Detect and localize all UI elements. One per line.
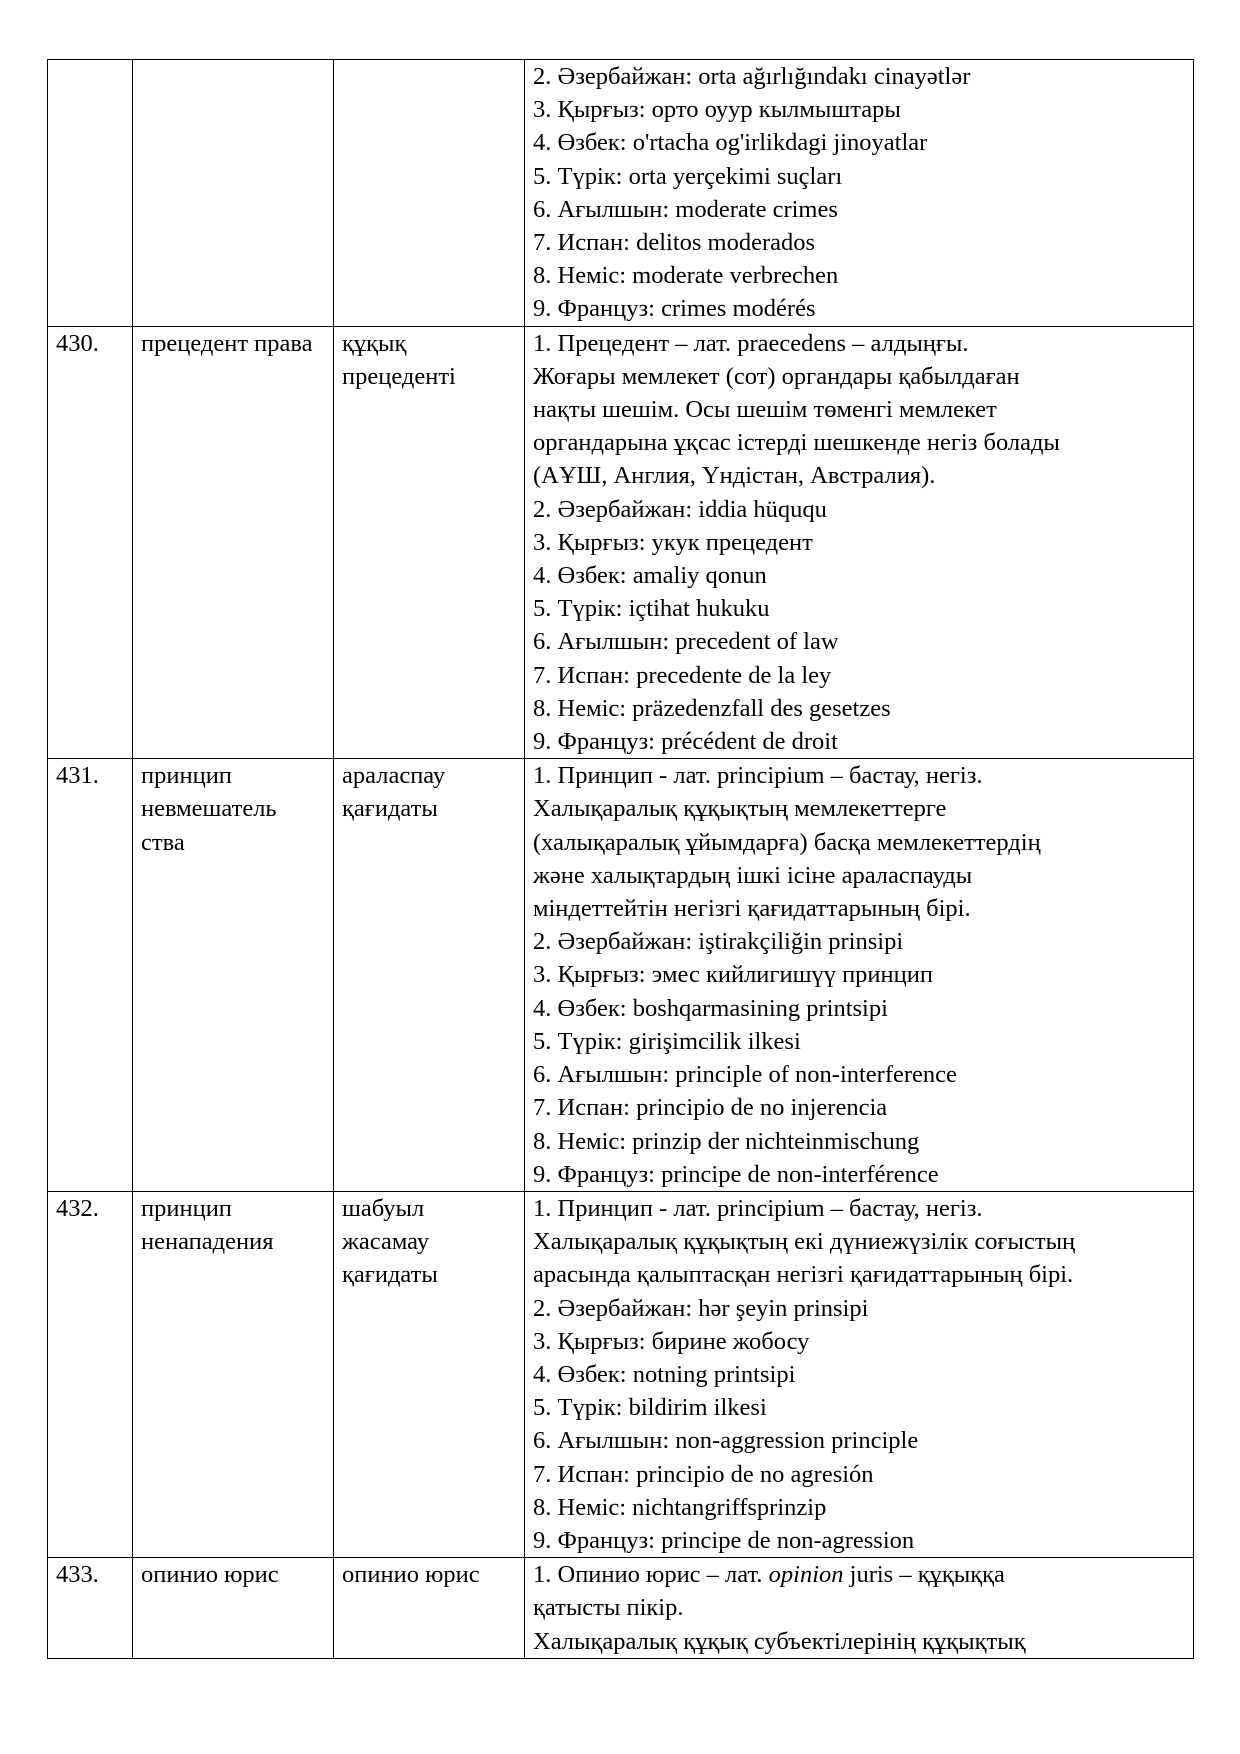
description-line: (халықаралық ұйымдарға) басқа мемлекеттердің — [533, 828, 1041, 856]
term-russian-text: прецедент права — [141, 329, 313, 357]
description-line: 8. Неміс: prinzip der nichteinmischung — [533, 1127, 920, 1155]
description-line: 4. Өзбек: boshqarmasining printsipi — [533, 994, 888, 1022]
term-description — [525, 1191, 1194, 1557]
description-line: 4. Өзбек: o'rtacha og'irlikdagi jinoyatlar — [533, 129, 928, 157]
description-line: 7. Испан: principio de no agresión — [533, 1460, 874, 1488]
description-line: Жоғары мемлекет (сот) органдары қабылдаған — [533, 362, 1020, 390]
description-line: 7. Испан: delitos moderados — [533, 229, 816, 257]
term-description — [525, 1558, 1194, 1659]
term-kazakh — [334, 759, 525, 1192]
description-line: 2. Әзербайжан: iştirakçiliğin prinsipi — [533, 928, 904, 956]
term-russian-text: принцип невмешатель ства — [141, 762, 277, 856]
term-description — [525, 326, 1194, 759]
description-line: 2. Әзербайжан: iddia hüququ — [533, 495, 827, 523]
entry-number-text: 432. — [56, 1194, 99, 1222]
description-line: 6. Ағылшын: principle of non-interference — [533, 1061, 957, 1089]
term-russian — [133, 326, 334, 759]
glossary-body — [48, 60, 1194, 1659]
term-kazakh-text: шабуыл жасамау қағидаты — [342, 1194, 438, 1289]
description-line: 6. Ағылшын: moderate crimes — [533, 195, 838, 223]
table-row — [48, 759, 1194, 1192]
description-line: 8. Неміс: moderate verbrechen — [533, 262, 839, 290]
description-suffix: juris – құқыққа — [843, 1561, 1005, 1589]
description-line: арасында қалыптасқан негізгі қағидаттарының бірі. — [533, 1261, 1074, 1289]
description-line: 9. Француз: précédent de droit — [533, 728, 838, 756]
description-line: 1. Принцип - лат. principium – бастау, негіз. — [533, 1194, 983, 1222]
term-russian — [133, 60, 334, 327]
term-description — [525, 60, 1194, 327]
description-line: Халықаралық құқық субъектілерінің құқықтық — [533, 1627, 1026, 1655]
description-line — [533, 1558, 1185, 1591]
entry-number — [48, 326, 133, 759]
description-line: 3. Қырғыз: укук прецедент — [533, 528, 813, 556]
table-row — [48, 60, 1194, 327]
description-line: 7. Испан: principio de no injerencia — [533, 1094, 888, 1122]
description-line: 5. Түрік: girişimcilik ilkesi — [533, 1027, 801, 1055]
entry-number — [48, 60, 133, 327]
description-line: 1. Принцип - лат. principium – бастау, негіз. — [533, 762, 983, 790]
description-line: Халықаралық құқықтың екі дүниежүзілік соғыстың — [533, 1228, 1076, 1256]
entry-number-text: 430. — [56, 329, 99, 357]
term-russian-text: опинио юрис — [141, 1561, 279, 1589]
description-line: және халықтардың ішкі ісіне араласпауды — [533, 861, 973, 889]
description-line: 2. Әзербайжан: hər şeyin prinsipi — [533, 1294, 869, 1322]
description-line: 4. Өзбек: amaliy qonun — [533, 562, 767, 590]
description-line: 5. Түрік: bildirim ilkesi — [533, 1394, 767, 1422]
term-kazakh-text: араласпау қағидаты — [342, 762, 446, 823]
description-line: (АҰШ, Англия, Үндістан, Австралия). — [533, 462, 936, 490]
entry-number-text: 431. — [56, 762, 99, 790]
glossary-table — [47, 59, 1194, 1659]
term-kazakh — [334, 1558, 525, 1659]
description-line: 3. Қырғыз: орто оуур кылмыштары — [533, 96, 901, 124]
entry-number — [48, 759, 133, 1192]
description-line: 9. Француз: principe de non-agression — [533, 1526, 915, 1554]
description-line: 2. Әзербайжан: orta ağırlığındakı cinayətlər — [533, 63, 971, 90]
term-russian — [133, 1191, 334, 1557]
term-kazakh — [334, 1191, 525, 1557]
term-russian-text: принцип ненападения — [141, 1194, 274, 1256]
term-russian — [133, 759, 334, 1192]
description-line: органдарына ұқсас істерді шешкенде негіз болады — [533, 429, 1060, 457]
description-italic-term: opinion — [768, 1561, 844, 1589]
description-line: 6. Ағылшын: non-aggression principle — [533, 1427, 919, 1455]
term-kazakh-text: құқық прецеденті — [342, 329, 456, 390]
description-line: 3. Қырғыз: эмес кийлигишүү принцип — [533, 961, 933, 989]
entry-number — [48, 1558, 133, 1659]
entry-number — [48, 1191, 133, 1557]
description-line: 8. Неміс: präzedenzfall des gesetzes — [533, 694, 891, 722]
description-line: 8. Неміс: nichtangriffsprinzip — [533, 1493, 827, 1521]
description-line: 7. Испан: precedente de la ley — [533, 661, 832, 689]
description-line: міндеттейтін негізгі қағидаттарының бірі. — [533, 895, 971, 923]
term-kazakh-text: опинио юрис — [342, 1561, 480, 1589]
description-line: 5. Түрік: orta yerçekimi suçları — [533, 162, 843, 190]
term-kazakh — [334, 60, 525, 327]
description-line: қатысты пікір. — [533, 1594, 684, 1622]
description-line: 6. Ағылшын: precedent of law — [533, 628, 839, 656]
description-line: нақты шешім. Осы шешім төменгі мемлекет — [533, 396, 997, 424]
description-line: Халықаралық құқықтың мемлекеттерге — [533, 795, 947, 823]
term-description — [525, 759, 1194, 1192]
entry-number-text: 433. — [56, 1561, 99, 1589]
description-prefix: 1. Опинио юрис – лат. — [533, 1561, 769, 1589]
table-row — [48, 326, 1194, 759]
description-line: 5. Түрік: içtihat hukuku — [533, 595, 770, 623]
table-row — [48, 1558, 1194, 1659]
term-kazakh — [334, 326, 525, 759]
description-line: 3. Қырғыз: бирине жобосу — [533, 1327, 810, 1355]
description-line: 4. Өзбек: notning printsipi — [533, 1360, 796, 1388]
table-row — [48, 1191, 1194, 1557]
description-line: 1. Прецедент – лат. praecedens – алдыңғы. — [533, 329, 969, 357]
description-line: 9. Француз: crimes modérés — [533, 295, 816, 323]
description-line: 9. Француз: principe de non-interférence — [533, 1160, 939, 1188]
term-russian — [133, 1558, 334, 1659]
